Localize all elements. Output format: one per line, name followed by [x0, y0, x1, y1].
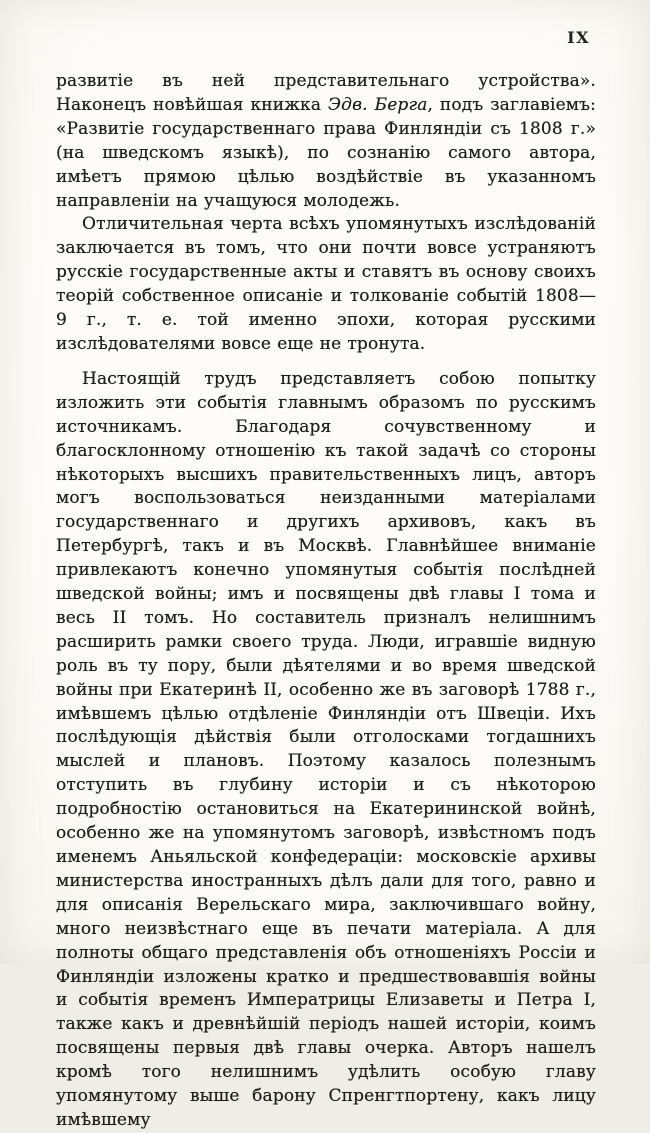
- paragraph-1: [56, 70, 596, 213]
- paragraph-1-text-after: , подъ заглавіемъ: «Развитіе государственнаго права Финляндіи съ 1808 г.» (на шведскомъ языкѣ), по сознанію самого автора, имѣетъ прямою цѣлью воздѣйствіе въ указанномъ направленіи на учащуюся молодежь.: [56, 94, 596, 211]
- paragraph-1-book-author-italic: Эдв. Берга: [328, 94, 428, 115]
- paragraph-1-text-before: развитіе въ ней представительнаго устройства». Наконецъ новѣйшая книжка: [56, 71, 596, 115]
- text-block: [56, 70, 596, 1133]
- page-number: IX: [567, 28, 590, 47]
- paragraph-2: Отличительная черта всѣхъ упомянутыхъ изслѣдованій заключается въ томъ, что они почти вовсе устраняютъ русскіе государственные акты и ставятъ въ основу своихъ теорій собственное описаніе и толкованіе событій 1808—9 г., т. е. той именно эпохи, которая русскими изслѣдователями вовсе еще не тронута.: [56, 214, 596, 354]
- paragraph-3: Настоящій трудъ представляетъ собою попытку изложить эти событія главнымъ образомъ по русскимъ источникамъ. Благодаря сочувственному и благосклонному отношенію къ такой задачѣ со стороны нѣкоторыхъ высшихъ правительственныхъ лицъ, авторъ могъ воспользоваться неизданными матеріалами государственнаго и другихъ архивовъ, какъ въ Петербургѣ, такъ и въ Москвѣ. Главнѣйшее вниманіе привлекаютъ конечно упомянутыя событія послѣдней шведской войны; имъ и посвящены двѣ главы I тома и весь II томъ. Но составитель призналъ нелишнимъ расширить рамки своего труда. Люди, игравшіе видную роль въ ту пору, были дѣятелями и во время шведской войны при Екатеринѣ II, особенно же въ заговорѣ 1788 г., имѣвшемъ цѣлью отдѣленіе Финляндіи отъ Швеціи. Ихъ послѣдующія дѣйствія были отголосками тогдашнихъ мыслей и плановъ. Поэтому казалось полезнымъ отступить въ глубину исторіи и съ нѣкоторою подробностію остановиться на Екатерининской войнѣ, особенно же на упомянутомъ заговорѣ, извѣстномъ подъ именемъ Аньяльской конфедераціи: московскіе архивы министерства иностранныхъ дѣлъ дали для того, равно и для описанія Верельскаго мира, заключившаго войну, много неизвѣстнаго еще въ печати матеріала. А для полноты общаго представленія объ отношеніяхъ Россіи и Финляндіи изложены кратко и предшествовавшія войны и событія временъ Императрицы Елизаветы и Петра I, также какъ и древнѣйшій періодъ нашей исторіи, коимъ посвящены первыя двѣ главы очерка. Авторъ нашелъ кромѣ того нелишнимъ удѣлить особую главу упомянутому выше барону Спренгтпортену, какъ лицу имѣвшему: [56, 368, 596, 1130]
